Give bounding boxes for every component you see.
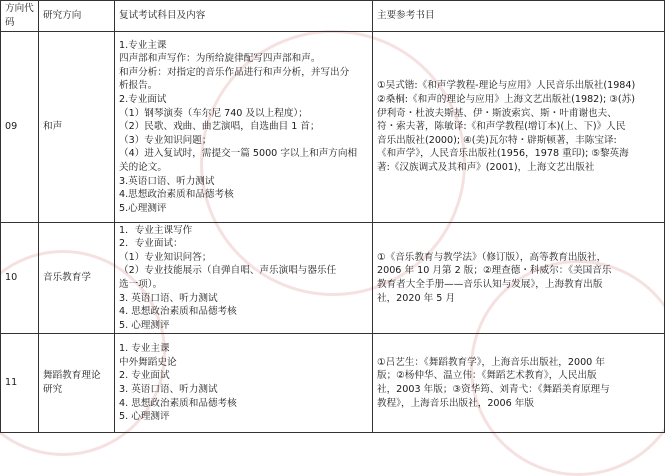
header-exam: 复试考试科目及内容: [115, 1, 373, 32]
exam-line: 和声分析：对指定的音乐作品进行和声分析，并写出分: [119, 66, 350, 78]
header-direction: 研究方向: [39, 1, 115, 32]
book-line: ②桑桐:《和声的理论与应用》上海文艺出版社(1982); ③(苏): [377, 94, 635, 106]
book-line: 教程》，上海音乐出版社，2006 年版: [377, 397, 534, 409]
book-line: 符・索夫著，陈敏译:《和声学教程(增订本)(上、下)》人民: [377, 121, 626, 133]
book-line: 社，2003 年版；③资华筠、刘青弋：《舞蹈美育原理与: [377, 384, 610, 395]
row-direction: 音乐教育学: [39, 223, 115, 334]
book-line: ①吴式锴:《和声学教程-理论与应用》人民音乐出版社(1984): [377, 80, 636, 92]
exam-line: 1.专业主课: [119, 39, 167, 51]
row-code: 09: [1, 32, 39, 223]
exam-line: （1）钢琴演奏（车尔尼 740 及以上程度）；: [119, 107, 308, 119]
exam-line: 5.心理测评: [119, 202, 167, 214]
row-direction: 和声: [39, 32, 115, 223]
book-line: 2006 年 10 月第 2 版；②理查德・科威尔：《美国音乐: [377, 265, 612, 277]
exam-line: 2.专业面试: [119, 94, 167, 106]
row-direction: 舞蹈教育理论研究: [39, 334, 115, 433]
table-row: [1, 32, 665, 223]
exam-line: 选一项）。: [119, 279, 163, 290]
exam-line: 中外舞蹈史论: [119, 356, 177, 368]
exam-line: （1）专业知识问答；: [119, 251, 212, 263]
row-books: [373, 32, 665, 223]
exam-line: （3）专业知识问题；: [119, 134, 212, 146]
row-exam: [115, 334, 373, 433]
exam-line: 1. 专业主课: [119, 343, 170, 355]
book-line: ①《音乐教育与教学法》（修订版），高等教育出版社，: [377, 251, 607, 263]
row-code: 11: [1, 334, 39, 433]
row-books: [373, 223, 665, 334]
exam-line: （4）进入复试时，需提交一篇 5000 字以上和声方向相: [119, 148, 358, 160]
exam-line: 3. 英语口语、听力测试: [119, 384, 218, 395]
row-code: 10: [1, 223, 39, 334]
exam-line: 关的论文。: [119, 161, 167, 173]
book-line: 《和声学》，人民音乐出版社(1956，1978 重印); ⑤黎英海: [377, 148, 629, 160]
exam-line: 1．专业主课写作: [119, 224, 193, 236]
book-line: ①吕艺生：《舞蹈教育学》，上海音乐出版社，2000 年: [377, 356, 605, 368]
row-exam: [115, 32, 373, 223]
exam-line: 析报告。: [119, 80, 158, 92]
book-line: 社，2020 年 5 月: [377, 292, 456, 304]
exam-line: 4. 思想政治素质和品德考核: [119, 397, 237, 409]
exam-line: （2）专业技能展示（自弹自唱、声乐演唱与器乐任: [119, 265, 337, 277]
exam-line: 3.英语口语、听力测试: [119, 175, 215, 187]
table-row: [1, 223, 665, 334]
table-row: [1, 334, 665, 433]
exam-line: （2）民歌、戏曲、曲艺演唱，自选曲目 1 首；: [119, 121, 320, 133]
book-line: 音乐出版社(2000); ④(美)瓦尔特・辟斯顿著，丰陈宝译:: [377, 134, 617, 146]
header-books: 主要参考书目: [373, 1, 665, 32]
exam-line: 2．专业面试：: [119, 238, 183, 250]
book-line: 教育者大全手册——音乐认知与发展》，上海教育出版: [377, 279, 603, 290]
exam-line: 3. 英语口语、听力测试: [119, 292, 218, 304]
exam-line: 5. 心理测评: [119, 319, 170, 331]
book-line: 著:《汉族调式及其和声》(2001)，上海文艺出版社: [377, 161, 595, 173]
header-code: 方向代码: [1, 1, 39, 32]
book-line: 版；②杨仲华、温立伟：《舞蹈艺术教育》，人民出版: [377, 370, 597, 382]
exam-line: 4.思想政治素质和品德考核: [119, 189, 234, 201]
exam-line: 四声部和声写作：为所给旋律配写四声部和声。: [119, 53, 321, 65]
row-exam: [115, 223, 373, 334]
exam-line: 2. 专业面试: [119, 370, 170, 382]
exam-line: 4. 思想政治素质和品德考核: [119, 306, 237, 318]
table-header-row: [1, 1, 665, 32]
book-line: 伊利奇・杜波夫斯基、伊・斯波索宾、斯・叶甫谢也夫、: [377, 107, 617, 119]
exam-line: 5. 心理测评: [119, 411, 170, 423]
row-books: [373, 334, 665, 433]
